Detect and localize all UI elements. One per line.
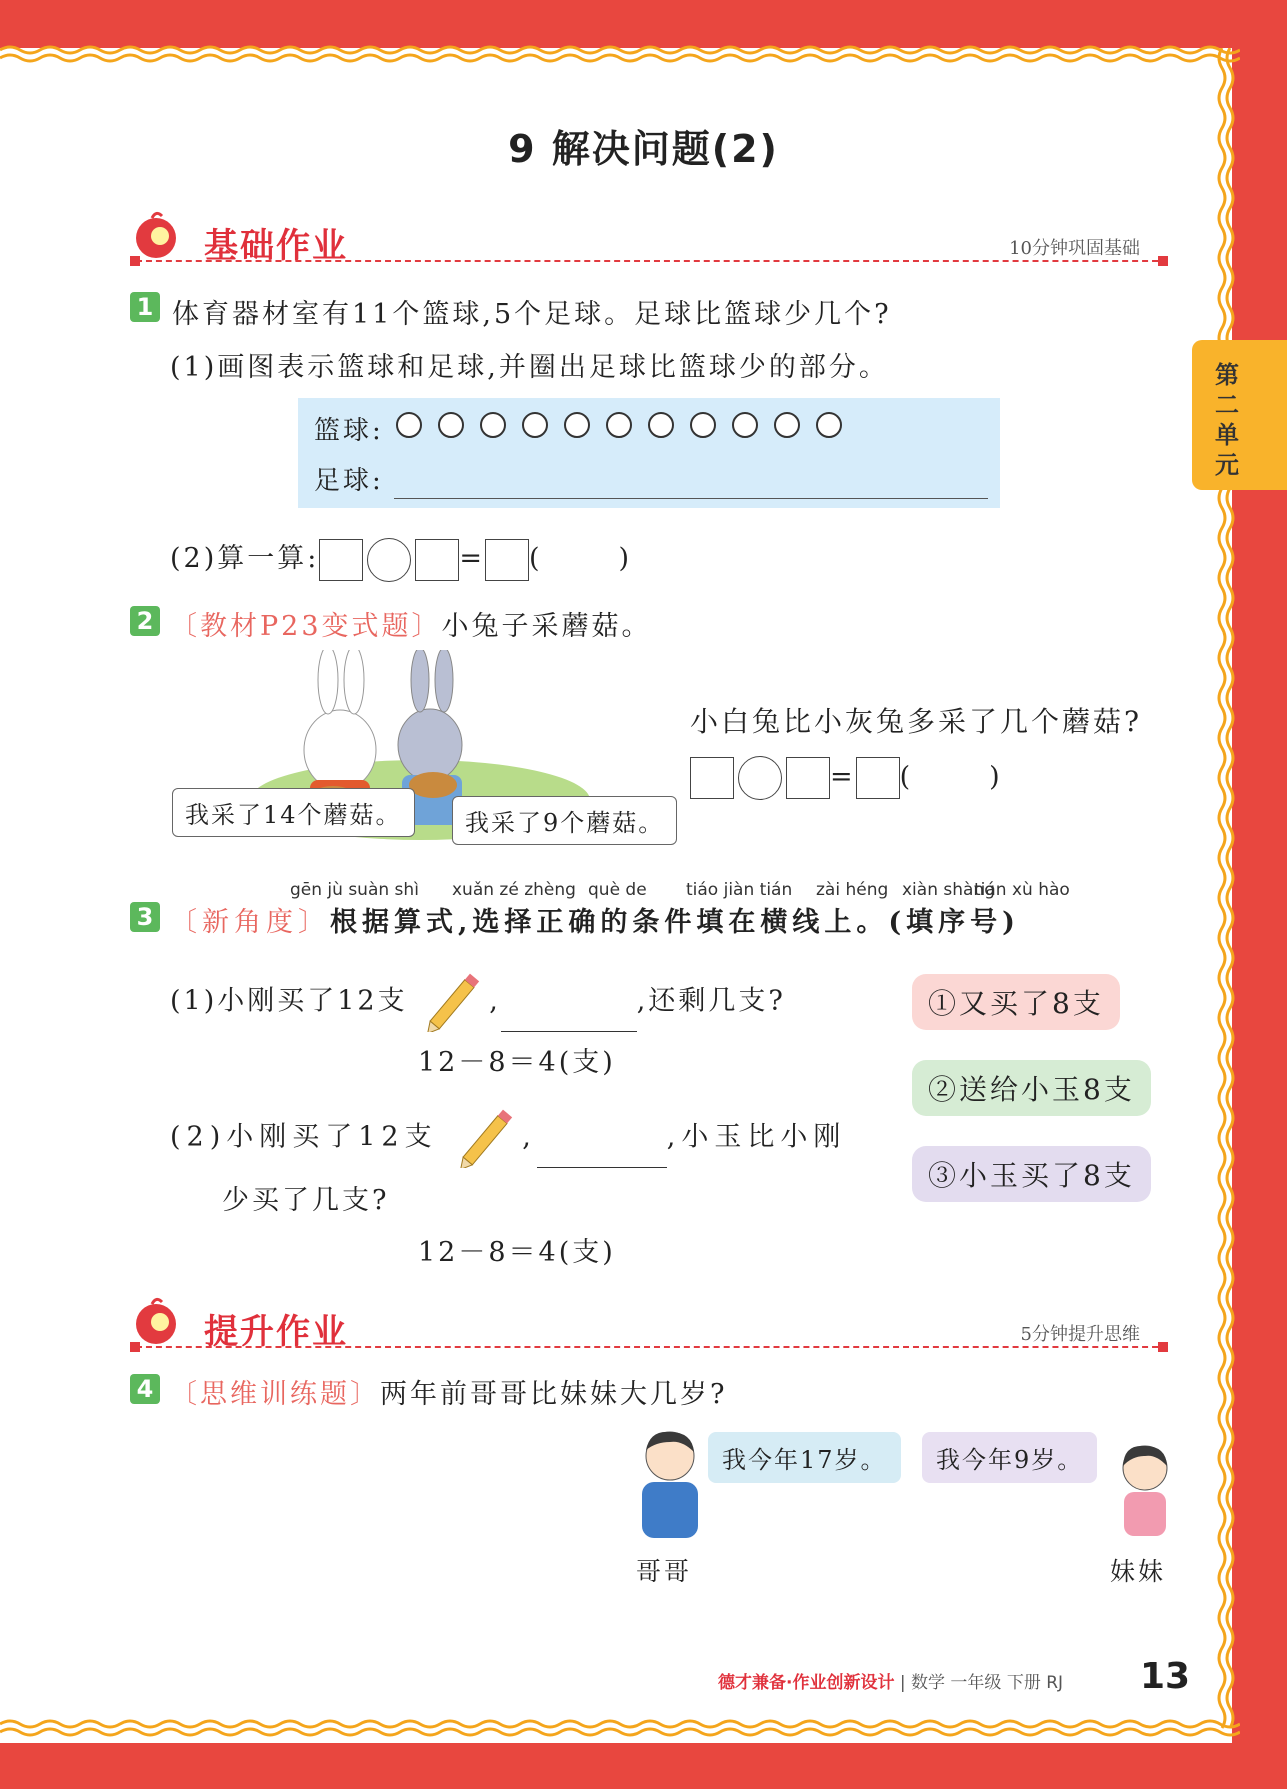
q2-question: 小白兔比小灰兔多采了几个蘑菇? (690, 705, 1143, 738)
apple-lamp-icon (128, 210, 184, 262)
basketball-circle (396, 412, 422, 438)
answer-box[interactable] (786, 757, 830, 799)
white-rabbit-bubble: 我采了14个蘑菇。 (172, 788, 415, 837)
question-number-2: 2 (130, 606, 160, 636)
section-advanced-divider (136, 1346, 1168, 1348)
paren-open: ( (899, 761, 914, 793)
answer-box[interactable] (485, 539, 529, 581)
pinyin: xuǎn zé zhèng (452, 880, 576, 900)
unit-side-tab (1192, 340, 1287, 490)
section-basic-divider (136, 260, 1168, 262)
pinyin: xiàn shàng (902, 880, 995, 900)
q4-text: 两年前哥哥比妹妹大几岁? (380, 1379, 728, 1410)
basketball-circle (648, 412, 674, 438)
q4-header (170, 1372, 727, 1411)
gray-rabbit-bubble: 我采了9个蘑菇。 (452, 796, 677, 845)
answer-box[interactable] (856, 757, 900, 799)
equals-sign: = (830, 761, 856, 793)
q3-part2-row (170, 1108, 846, 1168)
q3-part1-b: ,还剩几支? (636, 985, 786, 1017)
q3-part2-b: ,小玉比小刚 (666, 1121, 847, 1153)
question-number-1: 1 (130, 292, 160, 322)
basketball-circle (774, 412, 800, 438)
footer-brand: 德才兼备·作业创新设计 (718, 1673, 895, 1693)
basketball-circle (816, 412, 842, 438)
top-wave-border (0, 44, 1240, 70)
q1-part2-row (170, 536, 632, 582)
q3-part2-formula: 12－8＝4(支) (418, 1237, 616, 1268)
pinyin: tián xù hào (974, 880, 1070, 900)
q2-tag: 〔教材P23变式题〕 (170, 611, 442, 642)
paren-open: ( (528, 543, 543, 574)
sister-label: 妹妹 (1110, 1557, 1167, 1586)
brother-figure (630, 1426, 710, 1544)
footer-sep: | (894, 1673, 912, 1693)
comma: , (522, 1121, 537, 1153)
football-draw-line[interactable] (394, 498, 988, 499)
unit-side-tab-label: 第二单元 (1215, 361, 1239, 479)
page-title: 9 解决问题(2) (508, 127, 779, 171)
paren-close: ) (618, 543, 633, 574)
bottom-wave-border (0, 1716, 1240, 1742)
brother-bubble: 我今年17岁。 (708, 1432, 901, 1483)
section-advanced-label: 提升作业 (204, 1312, 348, 1352)
section-basic-label: 基础作业 (204, 226, 348, 266)
question-number-3: 3 (130, 902, 160, 932)
operator-circle[interactable] (367, 538, 411, 582)
option-2: ②送给小玉8支 (912, 1060, 1151, 1116)
side-wave-border (1214, 48, 1240, 1738)
q3-part2-a: (2)小刚买了12支 (170, 1121, 438, 1153)
answer-box[interactable] (690, 757, 734, 799)
brother-label: 哥哥 (636, 1557, 693, 1586)
section-basic-header (128, 210, 1168, 270)
q3-part1-formula: 12－8＝4(支) (418, 1047, 616, 1078)
sister-figure (1110, 1440, 1180, 1540)
pinyin: tiáo jiàn tián (686, 880, 793, 900)
basketball-circle (564, 412, 590, 438)
q2-header (170, 604, 652, 643)
section-advanced-sub: 5分钟提升思维 (1020, 1324, 1140, 1345)
footer (718, 1668, 1063, 1693)
pencil-icon (452, 1108, 522, 1168)
answer-box[interactable] (319, 539, 363, 581)
answer-blank-1[interactable] (501, 1001, 637, 1032)
q3-text: 根据算式,选择正确的条件填在横线上。(填序号) (330, 907, 1020, 938)
q2-answer-row (690, 756, 1003, 800)
divider-cap-right (1158, 1342, 1168, 1352)
page-number: 13 (1140, 1656, 1191, 1697)
basketball-circle (690, 412, 716, 438)
q3-part1-a: (1)小刚买了12支 (170, 985, 408, 1017)
apple-lamp-icon (128, 1296, 184, 1348)
section-advanced-header (128, 1296, 1168, 1356)
q1-part2-text: (2)算一算: (170, 543, 320, 574)
football-label: 足球: (314, 466, 384, 496)
sister-bubble: 我今年9岁。 (922, 1432, 1097, 1483)
divider-cap-right (1158, 256, 1168, 266)
q4-tag: 〔思维训练题〕 (170, 1379, 380, 1410)
basketball-circle (606, 412, 632, 438)
q3-header (170, 900, 1020, 939)
q3-part2-c: 少买了几支? (222, 1185, 390, 1216)
paren-close: ) (989, 761, 1003, 793)
q3-part1-row (170, 972, 786, 1032)
option-1: ①又买了8支 (912, 974, 1120, 1030)
basketball-circles (396, 412, 858, 446)
pinyin: zài héng (816, 880, 889, 900)
operator-circle[interactable] (738, 756, 782, 800)
question-number-4: 4 (130, 1374, 160, 1404)
q3-tag: 〔新角度〕 (170, 907, 330, 938)
answer-box[interactable] (415, 539, 459, 581)
answer-blank-2[interactable] (537, 1137, 667, 1168)
basketball-circle (522, 412, 548, 438)
equals-sign: = (459, 543, 485, 574)
q1-part1-text: (1)画图表示篮球和足球,并圈出足球比篮球少的部分。 (170, 352, 889, 383)
basketball-label: 篮球: (314, 416, 384, 446)
footer-meta: 数学 一年级 下册 RJ (911, 1673, 1064, 1693)
q2-text: 小兔子采蘑菇。 (441, 611, 652, 642)
option-3: ③小玉买了8支 (912, 1146, 1151, 1202)
basketball-circle (732, 412, 758, 438)
drawing-area (298, 398, 1000, 508)
pencil-icon (419, 972, 489, 1032)
basketball-circle (438, 412, 464, 438)
divider-cap-left (130, 256, 140, 266)
pinyin: què de (588, 880, 647, 900)
comma: , (489, 985, 501, 1017)
pinyin: gēn jù suàn shì (290, 880, 419, 900)
section-basic-sub: 10分钟巩固基础 (1009, 238, 1140, 259)
basketball-circle (480, 412, 506, 438)
q1-text: 体育器材室有11个篮球,5个足球。足球比篮球少几个? (172, 299, 892, 330)
divider-cap-left (130, 1342, 140, 1352)
